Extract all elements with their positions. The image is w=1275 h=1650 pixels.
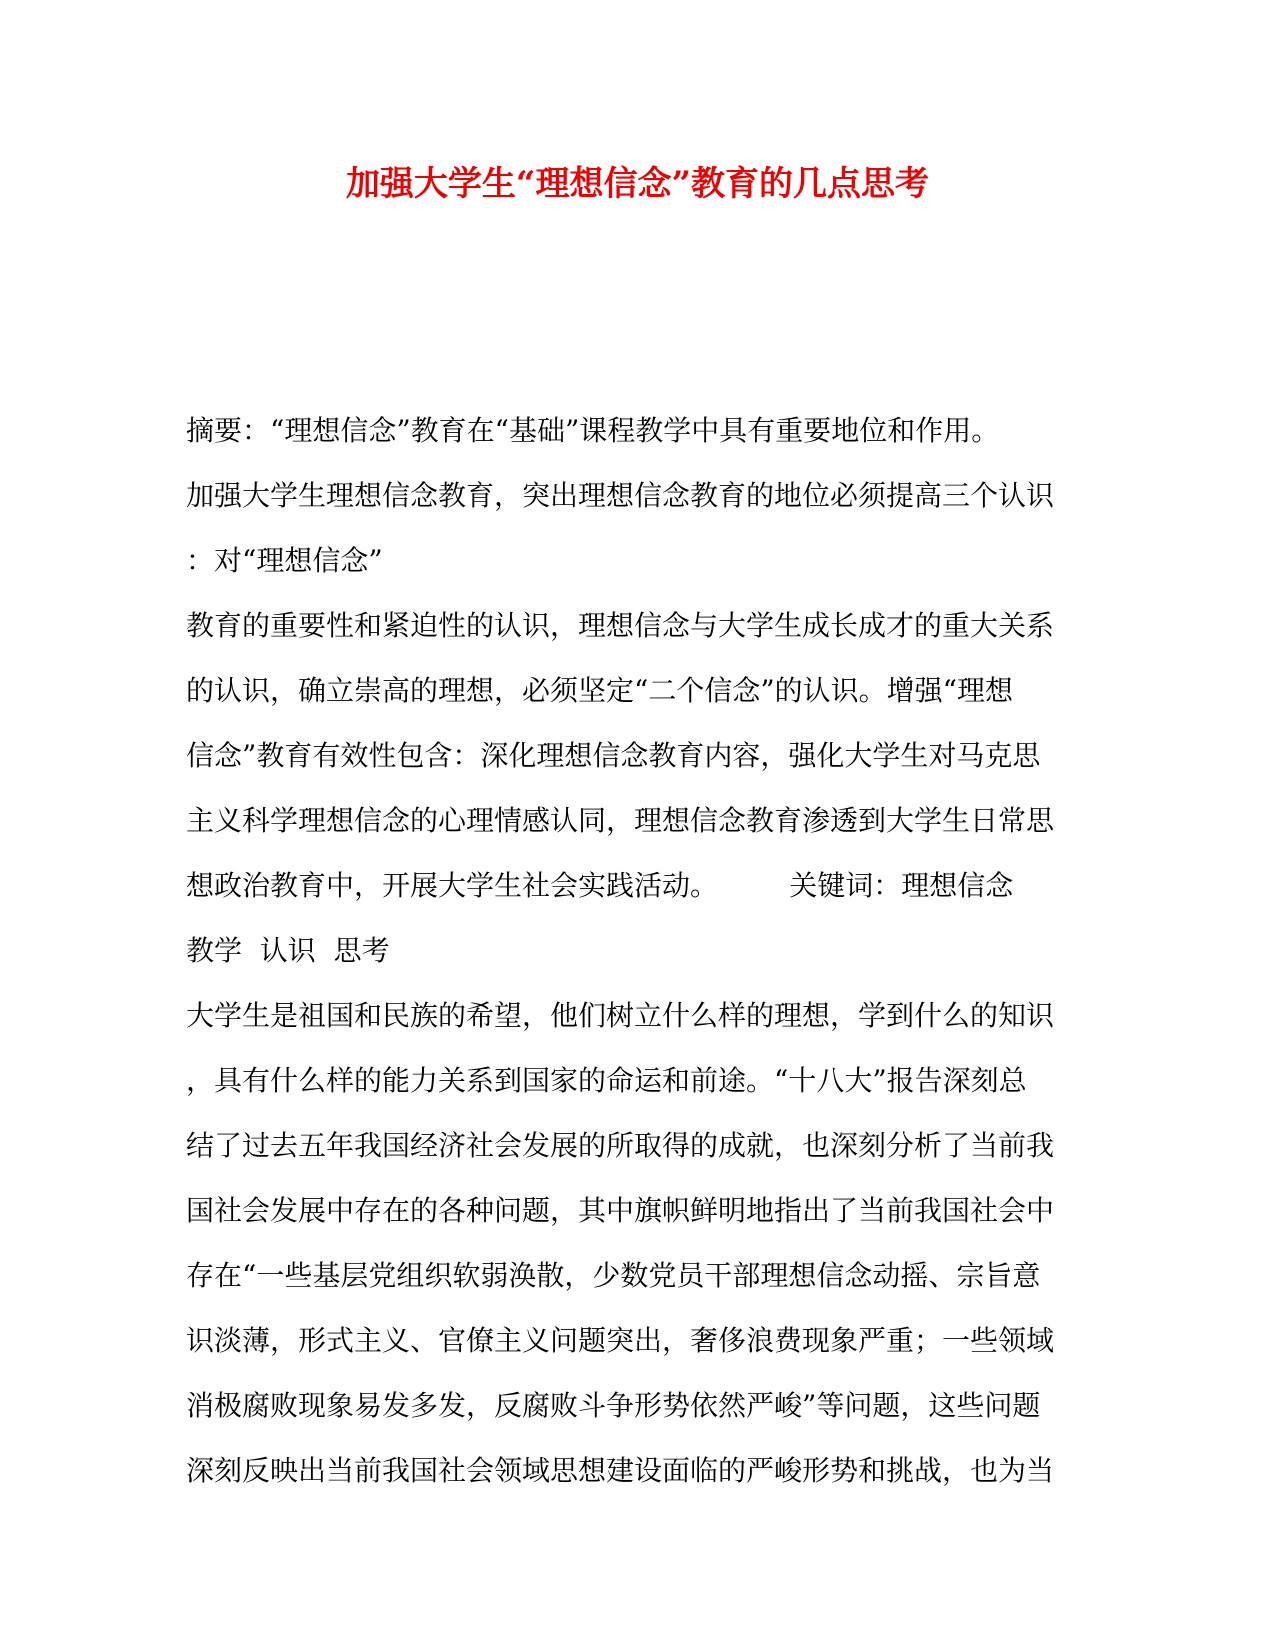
body-line: 主义科学理想信念的心理情感认同，理想信念教育渗透到大学生日常思	[186, 804, 1055, 837]
body-line: 教育的重要性和紧迫性的认识，理想信念与大学生成长成才的重大关系	[186, 609, 1055, 642]
body-line: 国社会发展中存在的各种问题，其中旗帜鲜明地指出了当前我国社会中	[186, 1194, 1055, 1227]
body-line: ：对“理想信念”	[186, 544, 383, 577]
body-line: 的认识，确立崇高的理想，必须坚定“二个信念”的认识。增强“理想	[186, 674, 1013, 707]
body-line: ，具有什么样的能力关系到国家的命运和前途。“十八大”报告深刻总	[186, 1064, 1027, 1097]
body-line: 加强大学生理想信念教育，突出理想信念教育的地位必须提高三个认识	[186, 479, 1055, 512]
body-line: 教学 认识 思考	[186, 934, 390, 967]
body-line: 深刻反映出当前我国社会领域思想建设面临的严峻形势和挑战，也为当	[186, 1454, 1055, 1487]
document-title: 加强大学生“理想信念”教育的几点思考	[345, 164, 930, 204]
body-line: 消极腐败现象易发多发，反腐败斗争形势依然严峻”等问题，这些问题	[186, 1389, 1041, 1422]
body-line: 信念”教育有效性包含：深化理想信念教育内容，强化大学生对马克思	[186, 739, 1041, 772]
document-body	[186, 398, 1086, 1503]
body-line: 识淡薄，形式主义、官僚主义问题突出，奢侈浪费现象严重；一些领域	[186, 1324, 1055, 1357]
body-line: 存在“一些基层党组织软弱涣散，少数党员干部理想信念动摇、宗旨意	[186, 1259, 1041, 1292]
body-line: 大学生是祖国和民族的希望，他们树立什么样的理想，学到什么的知识	[186, 999, 1055, 1032]
body-line: 结了过去五年我国经济社会发展的所取得的成就，也深刻分析了当前我	[186, 1129, 1055, 1162]
body-line: 想政治教育中，开展大学生社会实践活动。 关键词：理想信念	[186, 869, 1014, 902]
body-line: 摘要：“理想信念”教育在“基础”课程教学中具有重要地位和作用。	[186, 414, 1000, 447]
